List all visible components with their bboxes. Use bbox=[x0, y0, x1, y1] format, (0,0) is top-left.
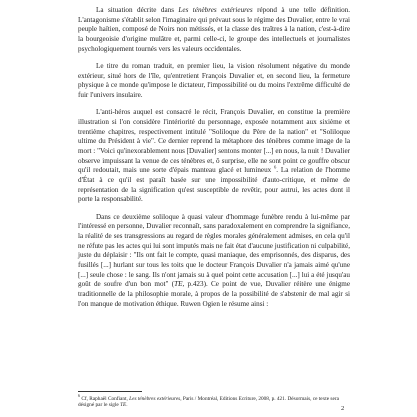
italic-text: Les ténèbres extérieures bbox=[129, 395, 181, 402]
italic-text: Les ténèbres extérieures bbox=[178, 6, 253, 14]
paragraph bbox=[78, 108, 350, 205]
text-run: Cf, Raphaël Confiant, bbox=[80, 395, 130, 402]
body-text bbox=[78, 6, 350, 317]
paragraph bbox=[78, 62, 350, 101]
text-run: Dans ce deuxième soliloque à quasi valeur d'hommage funèbre rendu à lui-même par l'intéressé en personne, Duvalier reconnaît, sans paradoxalement en comprendre la signifiance, la réalité de ses transgressions au regard de règles morales généralement admises, en cela qu'il ne réfute pas les actes qui lui sont imputés mais ne fait état d'aucune justification ni culpabilité, juste du déplaisir : "Ils ont fait le compte, quasi maniaque, des emprisonnés, des disparus, des fusillés [...] hurlant sur tous les toits que le docteur François Duvalier n'a jamais aimé qu'une [...] seule chose : le sang. Ils n'ont jamais su à quel point cette accusation [...] lui a été jusqu'au goût de soufre d'un bon mot" ( bbox=[78, 212, 350, 289]
text-run: . bbox=[126, 402, 128, 409]
footnote-number: 6 bbox=[78, 393, 80, 398]
text-run: . La relation de l'homme d'État à ce qu'il est paraît basée sur une impossibilité d'auto-critique, et même de représentation de la signification qu'est susceptible de revêtir, pour autrui, les actes dont il porte la responsabilité. bbox=[78, 166, 350, 204]
text-run: L'anti-héros auquel est consacré le récit, François Duvalier, en constitue la première illustration si l'on considère l'intériorité du personnage, exposée notamment aux sixième et trentième chapitres, respectivement intitulé "Soliloque du Père de la nation" et "Soliloque ultime du Président à vie". Ce dernier reprend la métaphore des ténèbres comme image de la mort : "Voici qu'inexorablement nous [Duvalier] sentons monter [...] en nous, la nuit ! Duvalier observe impuissant la venue de ces ténèbres et, ô surprise, elle ne sont point ce gouffre obscur qu'il redoutait, mais une sorte d'épais manteau glacé et lumineux bbox=[78, 108, 350, 175]
text-run: , p.423). Ce point de vue, Duvalier réitère une énigme traditionnelle de la philosophie morale, à propos de la possibilité de s'abstenir de mal agir si l'on manque de motivation éthique. Ruwen Ogien le résume ainsi : bbox=[78, 280, 350, 308]
footnote-reference: 6 bbox=[274, 164, 277, 170]
text-run: répond à une telle définition. L'antagonisme s'établit selon l'imaginaire qui prévaut sous le régime des Duvalier, entre le vrai peuple haïtien, composé de Noirs non métissés, et la classe des traîtres à la nation, c'est-à-dire la bourgeoisie d'origine mulâtre et, parmi celle-ci, le groupe des intellectuels et journalistes psychologiquement tournés vers les valeurs occidentales. bbox=[78, 6, 351, 53]
footnote bbox=[78, 393, 350, 408]
text-run: La situation décrite dans bbox=[96, 6, 179, 14]
text-run: , Paris / Montréal, Editions Ecriture, 2008, p. 421. Désormais, ce texte sera désigné par le sigle bbox=[78, 395, 339, 409]
paragraph bbox=[78, 6, 350, 55]
text-run: Le titre du roman traduit, en premier lieu, la vision résolument négative du monde extérieur, situé hors de l'île, qu'entretient François Duvalier et, en second lieu, la fermeture physique à ce monde qu'impose le dictateur, l'impossibilité ou du moins l'extrême difficulté de fuir l'univers insulaire. bbox=[78, 61, 350, 100]
page-number: 2 bbox=[341, 405, 345, 412]
footnote-separator bbox=[78, 391, 142, 392]
italic-text: TE bbox=[120, 402, 127, 409]
italic-text: TE bbox=[174, 280, 183, 289]
paragraph bbox=[78, 213, 350, 310]
